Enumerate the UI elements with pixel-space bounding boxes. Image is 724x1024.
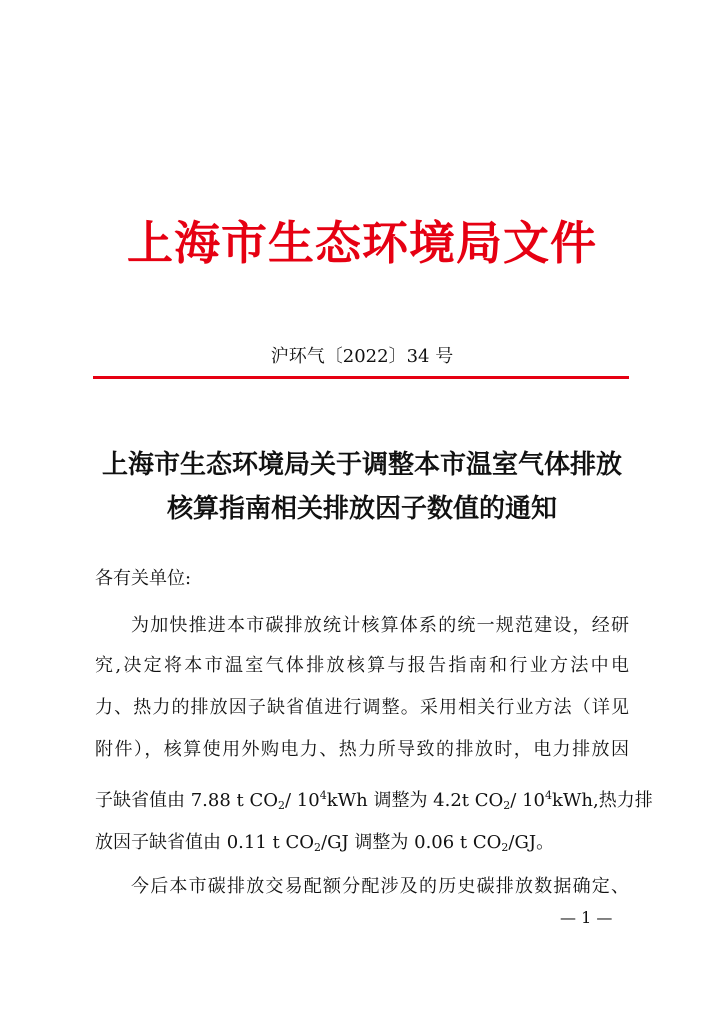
salutation: 各有关单位:	[95, 568, 192, 589]
body-line: 力、热力的排放因子缺省值进行调整。采用相关行业方法（详见	[95, 697, 629, 718]
body-line: 为加快推进本市碳排放统计核算体系的统一规范建设，经研	[131, 615, 629, 636]
page-number: — 1 —	[560, 908, 613, 927]
body-line: 究,决定将本市温室气体排放核算与报告指南和行业方法中电	[95, 655, 629, 676]
agency-title: 上海市生态环境局文件	[127, 216, 597, 270]
red-divider	[93, 376, 629, 379]
document-number: 沪环气〔2022〕34 号	[270, 346, 454, 367]
body-line-emission-electricity: 子缺省值由 7.88 t $CO_2/$ $10^4kWh$ 调整为 4.2t $CO_2/$ $10^4kWh$,热力排	[95, 789, 653, 812]
notice-title-line-2: 核算指南相关排放因子数值的通知	[166, 494, 557, 524]
body-line: 附件），核算使用外购电力、热力所导致的排放时，电力排放因	[95, 739, 629, 760]
body-line-emission-heat: 放因子缺省值由 0.11 t $CO_2/GJ$ 调整为 0.06 t $CO_2/GJ$。	[95, 832, 555, 854]
notice-title	[80, 443, 644, 531]
body-line: 今后本市碳排放交易配额分配涉及的历史碳排放数据确定、	[131, 876, 629, 897]
notice-title-line-1: 上海市生态环境局关于调整本市温室气体排放	[101, 450, 622, 480]
